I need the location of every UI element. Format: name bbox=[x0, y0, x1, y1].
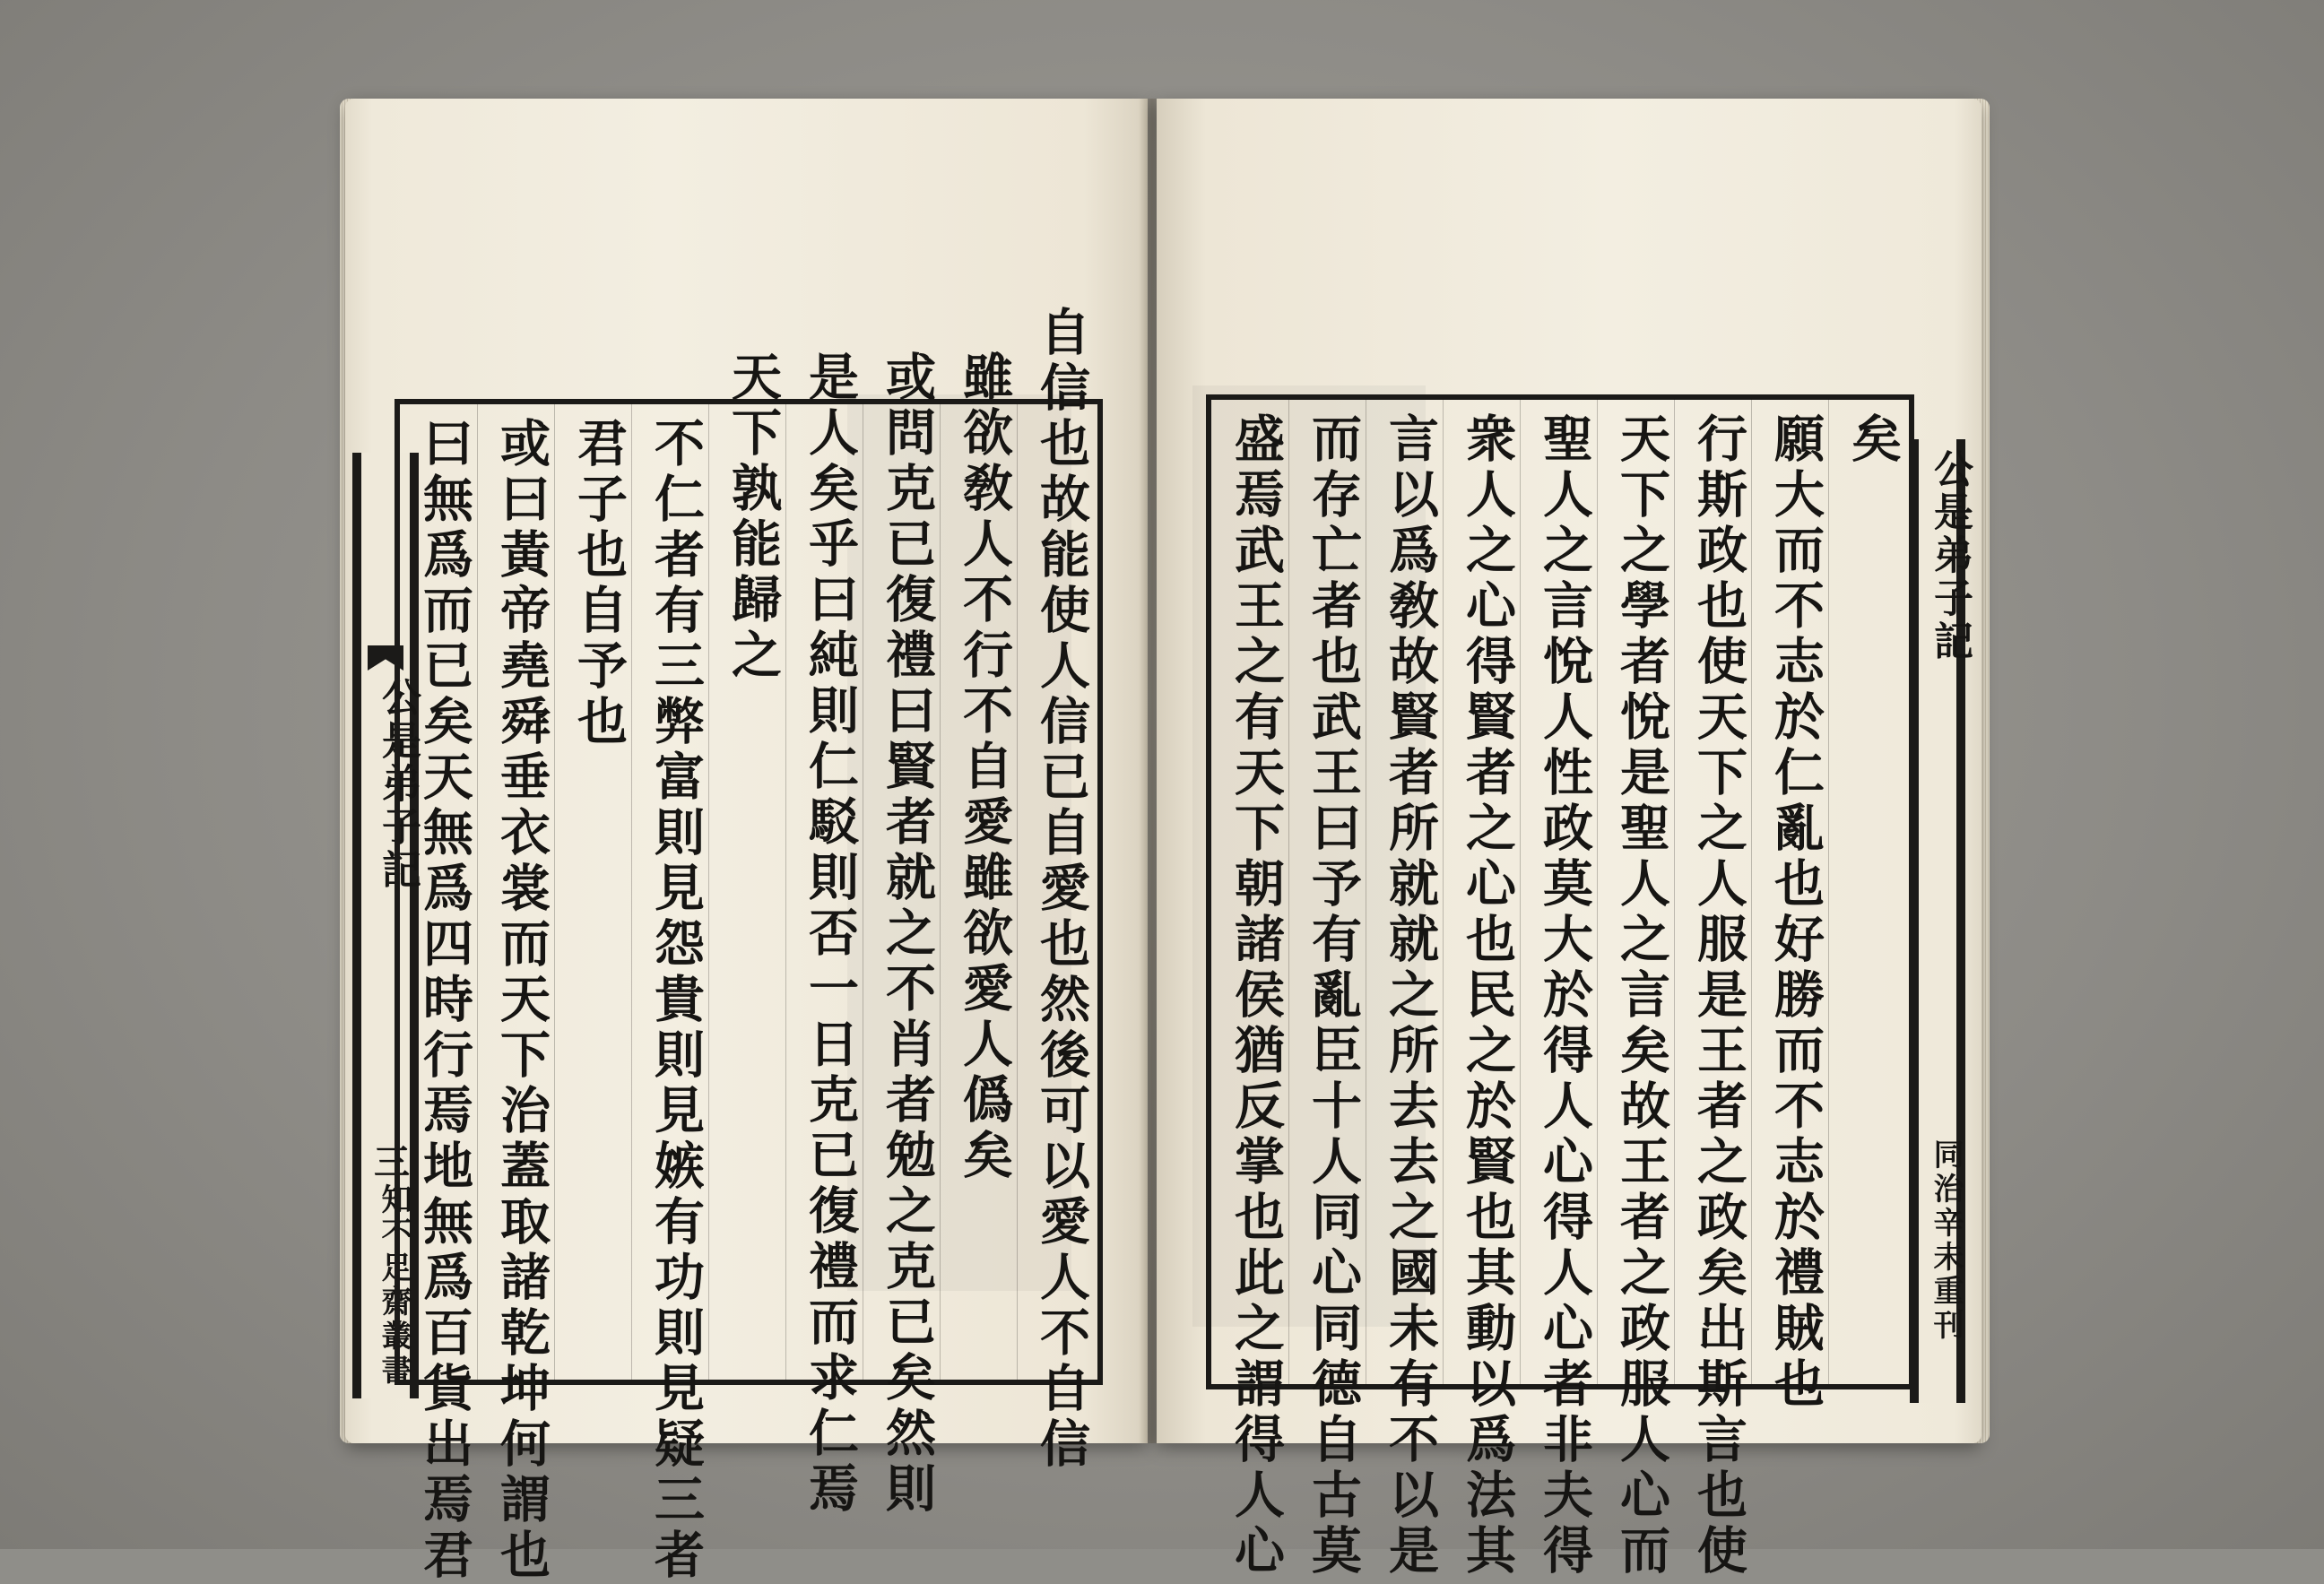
block-title: 公是弟子記 bbox=[1927, 448, 1973, 663]
text-column: 君子也自予也 bbox=[569, 417, 629, 750]
text-column: 不仁者有三弊富則見怨貴則見嫉有功則見疑三者 bbox=[646, 417, 706, 1584]
right-block-mouth bbox=[1910, 439, 1973, 1403]
text-column: 言以爲敎故賢者所就就之所去去之國未有不以是 bbox=[1381, 412, 1440, 1580]
text-column: 盛焉武王之有天下朝諸侯猶反掌也此之謂得人心 bbox=[1227, 412, 1286, 1580]
block-imprint: 同治辛未重刊 bbox=[1928, 1138, 1964, 1343]
text-column: 或曰黃帝堯舜垂衣裳而天下治蓋取諸乾坤何謂也 bbox=[492, 417, 551, 1584]
text-column: 行斯政也使天下之人服是王者之政矣出斯言也使 bbox=[1689, 412, 1748, 1580]
folio-number: 三 bbox=[374, 1141, 410, 1183]
text-column: 是人矣乎曰純則仁駁則否一日克已復禮而求仁焉 bbox=[801, 351, 860, 1518]
open-book bbox=[345, 90, 1986, 1584]
block-title: 公是弟子記 bbox=[375, 677, 421, 892]
text-column: 雖欲敎人不行不自愛雖欲愛人僞矣 bbox=[955, 351, 1014, 1184]
text-column: 聖人之言悅人性政莫大於得人心得人心者非夫得 bbox=[1535, 412, 1594, 1580]
text-column: 或問克已復禮曰賢者就之不肖者勉之克已矣然則 bbox=[878, 351, 937, 1518]
text-column: 天下之學者悅是聖人之言矣故王者之政服人心而 bbox=[1612, 412, 1671, 1580]
text-column: 願大而不志於仁亂也好勝而不志於禮賊也 bbox=[1766, 412, 1825, 1413]
text-column: 自信也故能使人信已自愛也然後可以愛人不自信 bbox=[1032, 306, 1091, 1473]
text-column: 天下孰能歸之 bbox=[724, 351, 783, 684]
right-text-frame bbox=[1206, 394, 1914, 1580]
text-column: 衆人之心得賢者之心也民之於賢也其動以爲法其 bbox=[1458, 412, 1517, 1580]
block-imprint: 知不足齋叢書 bbox=[376, 1183, 412, 1388]
text-column: 而存亡者也武王曰予有亂臣十人同心同德自古莫 bbox=[1304, 412, 1363, 1580]
left-page bbox=[345, 99, 1148, 1584]
left-text-frame bbox=[395, 306, 1103, 1584]
text-column: 曰無爲而已矣天無爲四時行焉地無爲百貨出焉君 bbox=[415, 417, 474, 1584]
text-column: 矣 bbox=[1843, 412, 1903, 468]
right-page bbox=[1157, 99, 1981, 1580]
